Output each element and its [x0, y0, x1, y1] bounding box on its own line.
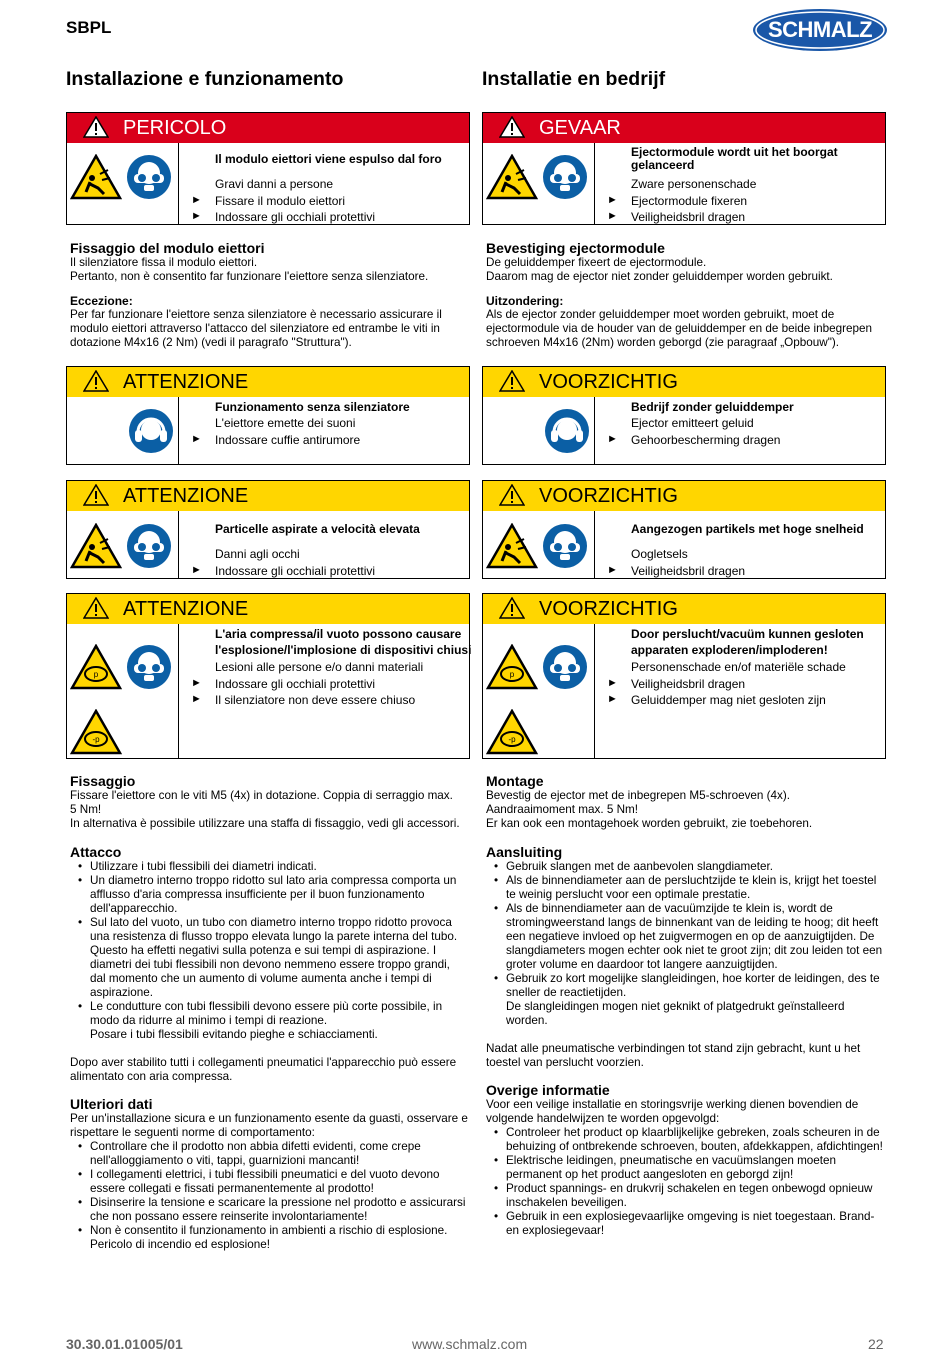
signal-word: VOORZICHTIG: [539, 371, 678, 393]
list-item: • Gebruik zo kort mogelijke slangleidingen, hoe korter de leidingen, des te sneller de reactietijden.: [486, 972, 886, 1000]
caution-box-explosion-it: ATTENZIONE p -p L'aria compressa/il vuoto possono causare l'esplosione/l'implosione di dispositivi chiusi Lesioni alle persone e/o danni materiali ► Indossare gli occhiali protettivi ► Il silenziatore non deve essere chiuso: [66, 593, 470, 759]
svg-text:-p: -p: [508, 735, 516, 744]
warning-triangle-icon: [499, 116, 525, 138]
list-item: • Elektrische leidingen, pneumatische en vacuümslangen moeten permanent op het product aangesloten en geborgd zijn!: [486, 1154, 886, 1182]
fixing-module-section-it: Fissaggio del modulo eiettori Il silenziatore fissa il modulo eiettori. Pertanto, non è consentito far funzionare l'eiettore senza silenziatore. Eccezione: Per far funzionare l'eiettore senza silenziatore è necessario assicurare il modulo eiettori attraverso l'attacco del silenziatore ed entrambe le viti in dotazione M4x16 (2 Nm) (vedi il paragrafo "Struttura").: [70, 240, 442, 349]
eye-protection-icon: [126, 644, 172, 690]
arrow-icon: ►: [607, 194, 618, 206]
caution-box-noise-nl: VOORZICHTIG Bedrijf zonder geluiddemper Ejector emitteert geluid ► Gehoorbescherming dragen: [482, 366, 886, 465]
list-item: • Product spannings- en drukvrij schakelen en tegen onbewogd opnieuw inschakelen beveiligen.: [486, 1182, 886, 1210]
vacuum-hazard-icon: [486, 709, 538, 755]
arrow-icon: ►: [191, 433, 202, 445]
svg-text:p: p: [93, 670, 99, 679]
arrow-icon: ►: [607, 433, 618, 445]
caution-box-particles-it: ATTENZIONE Particelle aspirate a velocità elevata Danni agli occhi ► Indossare gli occhiali protettivi: [66, 480, 470, 579]
signal-word: VOORZICHTIG: [539, 598, 678, 620]
list-item: • Gebruik in een explosiegevaarlijke omgeving is niet toegestaan. Brand- en explosiegevaar!: [486, 1210, 886, 1238]
signal-word: ATTENZIONE: [123, 371, 249, 393]
list-item: • Non è consentito il funzionamento in ambienti a rischio di esplosione. Pericolo di incendio ed esplosione!: [70, 1224, 468, 1252]
eye-protection-icon: [542, 154, 588, 200]
schmalz-logo: SCHMALZ: [752, 8, 888, 52]
list-item: • Disinserire la tensione e scaricare la pressione nel prodotto e assicurarsi che non possano essere reinserite involontariamente!: [70, 1196, 468, 1224]
ejection-hazard-icon: [70, 154, 122, 200]
document-code: SBPL: [66, 18, 112, 37]
warning-triangle-icon: [499, 484, 525, 506]
ejection-hazard-icon: [486, 154, 538, 200]
arrow-icon: ►: [191, 693, 202, 705]
arrow-icon: ►: [191, 677, 202, 689]
arrow-icon: ►: [607, 564, 618, 576]
signal-word: PERICOLO: [123, 117, 227, 139]
caution-box-explosion-nl: VOORZICHTIG p -p Door perslucht/vacuüm kunnen gesloten apparaten exploderen/imploderen! Personenschade en/of materiële schade ► Veiligheidsbril dragen ► Geluiddemper mag niet gesloten zijn: [482, 593, 886, 759]
doc-number: 30.30.01.01005/01: [66, 1336, 183, 1352]
warning-triangle-icon: [83, 370, 109, 392]
right-column: [482, 64, 886, 110]
ear-protection-icon: [128, 408, 174, 454]
list-item: • Als de binnendiameter aan de persluchtzijde te klein is, krijgt het toestel te weinig perslucht voor een optimale prestatie.: [486, 874, 886, 902]
section-title-it: Installazione e funzionamento: [66, 68, 344, 90]
list-item: • Un diametro interno troppo ridotto sul lato aria compressa comporta un afflusso d'aria compressa insufficiente per il buon funzionamento dell'apparecchio.: [70, 874, 468, 916]
svg-text:p: p: [509, 670, 515, 679]
warning-triangle-icon: [499, 370, 525, 392]
arrow-icon: ►: [191, 210, 202, 222]
section-title-nl: Installatie en bedrijf: [482, 68, 666, 90]
mounting-section-it: Fissaggio Fissare l'eiettore con le viti M5 (4x) in dotazione. Coppia di serraggio max. 5 Nm! In alternativa è possibile utilizzare una staffa di fissaggio, vedi gli accessori.: [70, 773, 460, 830]
list-item: • Controllare che il prodotto non abbia difetti evidenti, come crepe nell'alloggiamento o viti, tappi, guarnizioni mancanti!: [70, 1140, 468, 1168]
caution-box-particles-nl: VOORZICHTIG Aangezogen partikels met hoge snelheid Oogletsels ► Veiligheidsbril dragen: [482, 480, 886, 579]
list-item: • Gebruik slangen met de aanbevolen slangdiameter.: [486, 860, 886, 874]
eye-protection-icon: [126, 154, 172, 200]
eye-protection-icon: [542, 644, 588, 690]
signal-word: ATTENZIONE: [123, 485, 249, 507]
list-item: • Als de binnendiameter aan de vacuümzijde te klein is, wordt de stromingweerstand langs de binnenkant van de leiding te hoog; dit heeft een negatieve invloed op het zuigvermogen en op de aanzuigtijden. De slangdiameters mogen echter ook niet te groot zijn; dit zou leiden tot een groter volume en daardoor tot langere aanzuigtijden.: [486, 902, 886, 972]
danger-box-nl: GEVAAR Ejectormodule wordt uit het boorgat gelanceerd Zware personenschade ► Ejectormodule fixeren ► Veiligheidsbril dragen: [482, 112, 886, 225]
list-item: • Le condutture con tubi flessibili devono essere più corte possibile, in modo da ridurre al minimo i tempi di reazione.: [70, 1000, 468, 1028]
danger-box-it: PERICOLO Il modulo eiettori viene espulso dal foro Gravi danni a persone ► Fissare il modulo eiettori ► Indossare gli occhiali protettivi: [66, 112, 470, 225]
signal-word: ATTENZIONE: [123, 598, 249, 620]
list-item: • Utilizzare i tubi flessibili dei diametri indicati.: [70, 860, 468, 874]
particles-hazard-icon: [486, 523, 538, 569]
caution-box-noise-it: ATTENZIONE Funzionamento senza silenziatore L'eiettore emette dei suoni ► Indossare cuffie antirumore: [66, 366, 470, 465]
signal-word: VOORZICHTIG: [539, 485, 678, 507]
warning-triangle-icon: [499, 597, 525, 619]
vacuum-hazard-icon: [70, 709, 122, 755]
website-link[interactable]: www.schmalz.com: [412, 1336, 528, 1352]
eye-protection-icon: [542, 523, 588, 569]
further-data-section-it: Ulteriori dati Per un'installazione sicura e un funzionamento esente da guasti, osservare e rispettare le seguenti norme di comportamento: • Controllare che il prodotto non abbia difetti evidenti, come crepe nell'alloggiamento o viti, tappi, guarnizioni mancanti! • I collegamenti elettrici, i tubi flessibili pneumatici e del vuoto devono essere collegati e fissati permanentemente al prodotto! • Disinserire la tensione e scaricare la pressione nel prodotto e assicurarsi che non possano essere reinserite involontariamente! • Non è consentito il funzionamento in ambienti a rischio di esplosione. Pericolo di incendio ed esplosione!: [70, 1096, 468, 1252]
arrow-icon: ►: [607, 210, 618, 222]
arrow-icon: ►: [191, 564, 202, 576]
pressure-hazard-icon: [70, 644, 122, 690]
warning-triangle-icon: [83, 597, 109, 619]
svg-text:-p: -p: [92, 735, 100, 744]
connection-section-nl: Aansluiting • Gebruik slangen met de aanbevolen slangdiameter. • Als de binnendiameter aan de persluchtzijde te klein is, krijgt het toestel te weinig perslucht voor een optimale prestatie. • Als de binnendiameter aan de vacuümzijde te klein is, wordt de stromingweerstand langs de binnenkant van de leiding te hoog; dit heeft een negatieve invloed op het zuigvermogen en op de aanzuigtijden. De slangdiameters mogen echter ook niet te groot zijn; dit zou leiden tot een groter volume en daardoor tot langere aanzuigtijden. • Gebruik zo kort mogelijke slangleidingen, hoe korter de leidingen, des te sneller de reactietijden. De slangleidingen mogen niet geknikt of platgedrukt geïnstalleerd worden. Nadat alle pneumatische verbindingen tot stand zijn gebracht, kunt u het toestel van perslucht voorzien.: [486, 844, 886, 1070]
mounting-section-nl: Montage Bevestig de ejector met de inbegrepen M5-schroeven (4x). Aandraaimoment max. 5 Nm! Er kan ook een montagehoek worden gebruikt, zie toebehoren.: [486, 773, 813, 830]
pressure-hazard-icon: [486, 644, 538, 690]
other-info-section-nl: Overige informatie Voor een veilige installatie en storingsvrije werking dienen bovendien de volgende handelwijzen te worden opgevolgd: • Controleer het product op klaarblijkelijke gebreken, zoals scheuren in de behuizing of ontbrekende schroeven, bouten, afdekkappen, afdichtingen! • Elektrische leidingen, pneumatische en vacuümslangen moeten permanent op het product aangesloten en geborgd zijn! • Product spannings- en drukvrij schakelen en tegen onbewogd opnieuw inschakelen beveiligen. • Gebruik in een explosiegevaarlijke omgeving is niet toegestaan. Brand- en explosiegevaar!: [486, 1082, 886, 1238]
arrow-icon: ►: [191, 194, 202, 206]
warning-triangle-icon: [83, 484, 109, 506]
list-item: • I collegamenti elettrici, i tubi flessibili pneumatici e del vuoto devono essere collegati e fissati permanentemente al prodotto!: [70, 1168, 468, 1196]
arrow-icon: ►: [607, 677, 618, 689]
list-item: • Sul lato del vuoto, un tubo con diametro interno troppo ridotto provoca una resistenza di flusso troppo elevata lungo la parete interna del tubo. Questo ha effetti negativi sulla potenza e sui tempi di aspirazione. I diametri dei tubi flessibili non devono nemmeno essere troppo grandi, dal momento che un aumento di volume aumenta anche i tempi di aspirazione.: [70, 916, 468, 1000]
arrow-icon: ►: [607, 693, 618, 705]
left-column: [66, 64, 470, 110]
list-item: • Controleer het product op klaarblijkelijke gebreken, zoals scheuren in de behuizing of ontbrekende schroeven, bouten, afdekkappen, afdichtingen!: [486, 1126, 886, 1154]
warning-triangle-icon: [83, 116, 109, 138]
ear-protection-icon: [544, 408, 590, 454]
connection-section-it: Attacco • Utilizzare i tubi flessibili dei diametri indicati. • Un diametro interno troppo ridotto sul lato aria compressa comporta un afflusso d'aria compressa insufficiente per il buon funzionamento dell'apparecchio. • Sul lato del vuoto, un tubo con diametro interno troppo ridotto provoca una resistenza di flusso troppo elevata lungo la parete interna del tubo. Questo ha effetti negativi sulla potenza e sui tempi di aspirazione. I diametri dei tubi flessibili non devono nemmeno essere troppo grandi, dal momento che un aumento di volume aumenta anche i tempi di aspirazione. • Le condutture con tubi flessibili devono essere più corte possibile, in modo da ridurre al minimo i tempi di reazione. Posare i tubi flessibili evitando pieghe e schiacciamenti. Dopo aver stabilito tutti i collegamenti pneumatici l'apparecchio può essere alimentato con aria compressa.: [70, 844, 468, 1084]
eye-protection-icon: [126, 523, 172, 569]
fixing-module-section-nl: Bevestiging ejectormodule De geluiddemper fixeert de ejectormodule. Daarom mag de ejector niet zonder geluiddemper worden gebruikt. Uitzondering: Als de ejector zonder geluiddemper moet worden gebruikt, moet de ejectormodule via de houder van de geluiddemper en de beide inbegrepen schroeven M4x16 (2Nm) worden geborgd (zie paragraaf „Opbouw").: [486, 240, 872, 349]
particles-hazard-icon: [70, 523, 122, 569]
page-number: 22: [868, 1336, 884, 1352]
signal-word: GEVAAR: [539, 117, 621, 139]
